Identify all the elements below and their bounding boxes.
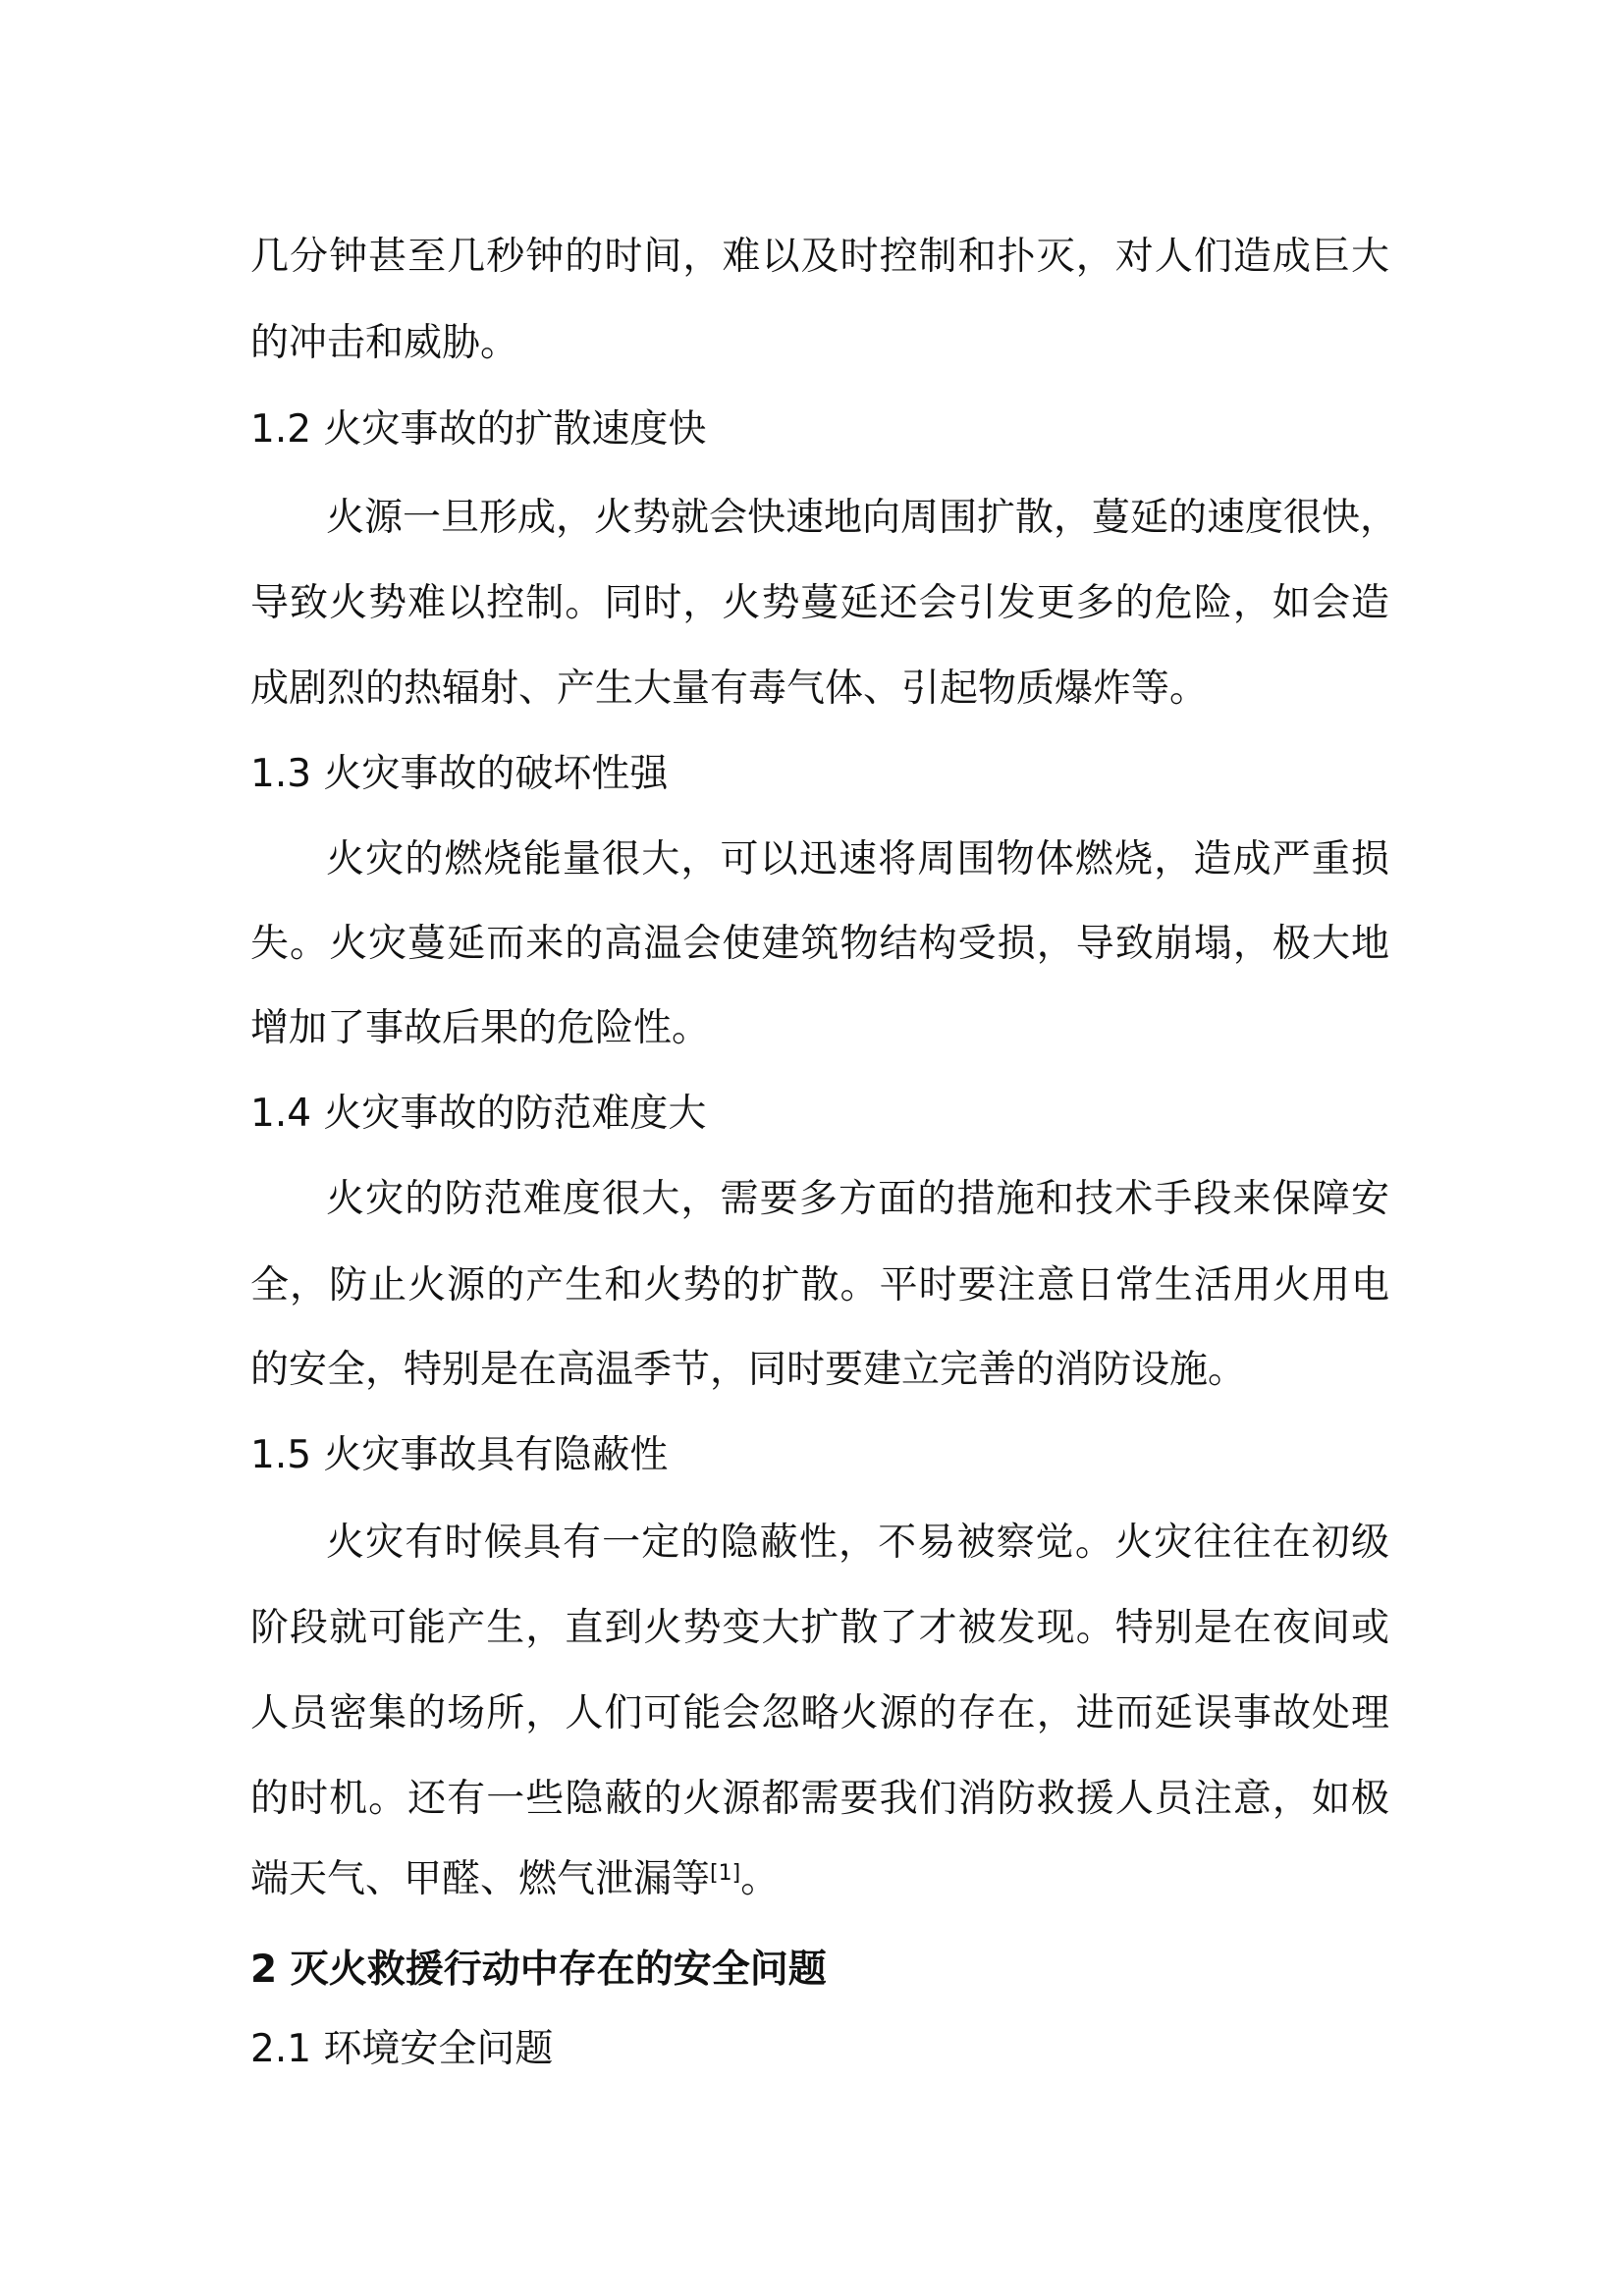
line-text: 失。火灾蔓延而来的高温会使建筑物结构受损，导致崩塌，极大地 <box>250 922 1389 966</box>
paragraph-line <box>326 1519 1389 1568</box>
paragraph-line <box>250 319 1389 368</box>
line-text: 火灾有时候具有一定的隐蔽性，不易被察觉。火灾往往在初级 <box>326 1521 1389 1565</box>
citation-reference: [1] <box>710 1861 741 1886</box>
line-text: 1.2 火灾事故的扩散速度快 <box>250 407 707 452</box>
paragraph-line <box>250 1689 1389 1738</box>
line-text: 阶段就可能产生，直到火势变大扩散了才被发现。特别是在夜间或 <box>250 1606 1389 1650</box>
paragraph-line <box>250 1261 1389 1310</box>
line-text: 全，防止火源的产生和火势的扩散。平时要注意日常生活用火用电 <box>250 1263 1389 1308</box>
line-text: 人员密集的场所，人们可能会忽略火源的存在，进而延误事故处理 <box>250 1691 1389 1735</box>
line-text: 1.4 火灾事故的防范难度大 <box>250 1092 707 1136</box>
line-text: 2.1 环境安全问题 <box>250 2027 554 2071</box>
paragraph-line <box>326 835 1389 884</box>
paragraph-line <box>250 1346 1389 1395</box>
line-text: 几分钟甚至几秒钟的时间，难以及时控制和扑灭，对人们造成巨大 <box>250 235 1389 279</box>
line-text: 成剧烈的热辐射、产生大量有毒气体、引起物质爆炸等。 <box>250 667 1209 711</box>
paragraph-line <box>250 1004 1389 1053</box>
paragraph-line <box>250 1775 1389 1824</box>
paragraph-line <box>250 233 1389 282</box>
line-text: 2 灭火救援行动中存在的安全问题 <box>250 1948 827 1992</box>
section-heading <box>250 405 1389 454</box>
paragraph-line <box>326 494 1399 543</box>
paragraph-line <box>250 1604 1389 1653</box>
paragraph-line <box>250 1855 1389 1904</box>
line-text: 端天气、甲醛、燃气泄漏等 <box>250 1857 711 1901</box>
line-text: 增加了事故后果的危险性。 <box>250 1006 711 1050</box>
line-text-tail: 。 <box>740 1857 780 1901</box>
section-heading <box>250 1431 1389 1480</box>
section-heading <box>250 1090 1389 1139</box>
line-text: 火源一旦形成，火势就会快速地向周围扩散，蔓延的速度很快， <box>326 496 1399 540</box>
line-text: 1.3 火灾事故的破坏性强 <box>250 752 669 796</box>
section-heading <box>250 2025 1389 2074</box>
section-heading <box>250 750 1389 799</box>
line-text: 的冲击和威胁。 <box>250 321 519 365</box>
section-heading <box>250 1946 1389 1995</box>
paragraph-line <box>250 665 1389 714</box>
paragraph-line <box>250 920 1389 969</box>
line-text: 1.5 火灾事故具有隐蔽性 <box>250 1433 669 1477</box>
line-text: 火灾的燃烧能量很大，可以迅速将周围物体燃烧，造成严重损 <box>326 837 1389 881</box>
paragraph-line <box>250 579 1389 628</box>
paragraph-line <box>326 1175 1389 1224</box>
line-text: 导致火势难以控制。同时，火势蔓延还会引发更多的危险，如会造 <box>250 581 1389 625</box>
line-text: 火灾的防范难度很大，需要多方面的措施和技术手段来保障安 <box>326 1177 1389 1221</box>
line-text: 的时机。还有一些隐蔽的火源都需要我们消防救援人员注意，如极 <box>250 1777 1389 1821</box>
line-text: 的安全，特别是在高温季节，同时要建立完善的消防设施。 <box>250 1348 1247 1392</box>
